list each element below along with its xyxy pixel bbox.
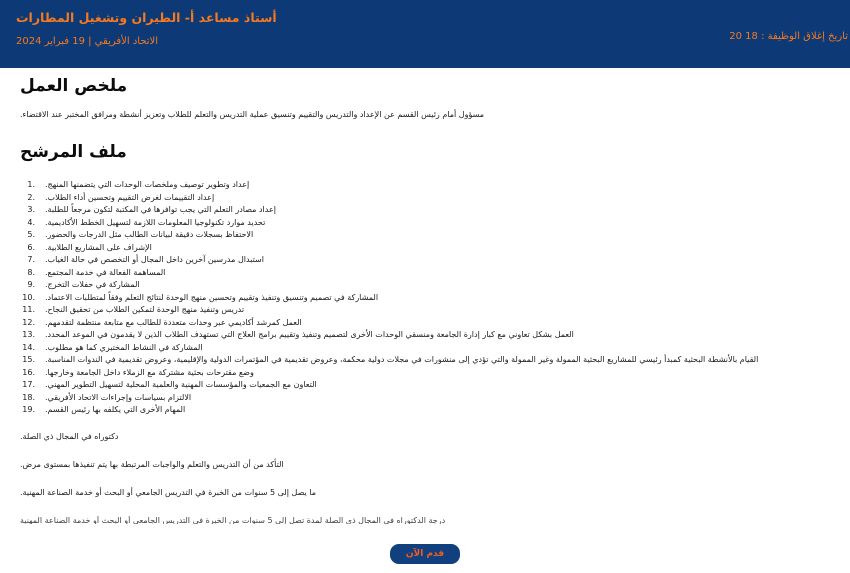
duty-text: المشاركة في حفلات التخرج.: [45, 280, 140, 289]
duty-number: 5.: [27, 230, 35, 239]
duty-text: إعداد التقييمات لغرض التقييم وتحسين أداء الطلاب.: [45, 192, 215, 202]
job-summary-heading: ملخص العمل: [20, 76, 128, 96]
duty-item: [20, 318, 830, 331]
qualification-text: التأكد من أن التدريس والتعلم والواجبات المرتبطة بها يتم تنفيذها بمستوى مرض.: [20, 459, 284, 469]
qualification-text: دكتوراه في المجال ذي الصلة.: [20, 431, 119, 441]
qualifications-list: [20, 432, 830, 524]
duty-text: استبدال مدرسين آخرين داخل المجال أو التخصص في حالة الغياب.: [45, 255, 264, 264]
duty-item: [20, 343, 830, 356]
duty-number: 17.: [22, 380, 35, 389]
closing-date: تاريخ إغلاق الوظيفة : 18 20: [729, 31, 848, 42]
page-header: [0, 0, 850, 68]
duty-item: [20, 255, 830, 268]
job-summary-text: مسؤول أمام رئيس القسم عن الإعداد والتدريس والتقييم وتنسيق عملية التدريس والتعلم للطلاب وتعزيز أنشطة ومرافق المختبر عند الاقتضاء.: [20, 110, 485, 119]
duty-number: 4.: [27, 217, 35, 227]
duty-item: [20, 380, 830, 393]
duty-item: [20, 293, 830, 306]
duty-item: [20, 393, 830, 406]
duty-number: 2.: [27, 192, 35, 202]
duty-item: [20, 180, 830, 193]
duty-item: [20, 218, 830, 231]
duty-number: 13.: [22, 330, 35, 339]
duty-number: 19.: [22, 405, 35, 414]
duty-number: 16.: [22, 367, 35, 377]
duty-item: [20, 243, 830, 256]
duty-text: تحديد موارد تكنولوجيا المعلومات اللازمة لتسهيل الخطط الأكاديمية.: [45, 217, 266, 227]
duty-number: 10.: [22, 292, 35, 302]
candidate-profile-heading: ملف المرشح: [20, 142, 127, 162]
duty-text: إعداد وتطوير توصيف وملخصات الوحدات التي يتضمنها المنهج.: [45, 180, 250, 189]
job-title: أستاذ مساعد أ- الطيران وتشغيل المطارات: [16, 10, 277, 25]
duty-text: المهام الأخرى التي يكلفه بها رئيس القسم.: [45, 405, 186, 414]
duty-item: [20, 405, 830, 418]
duty-text: المساهمة الفعالة في خدمة المجتمع.: [45, 267, 166, 277]
duty-number: 11.: [22, 305, 35, 314]
duty-number: 6.: [27, 242, 35, 252]
duty-text: وضع مقترحات بحثية مشتركة مع الزملاء داخل الجامعة وخارجها.: [45, 367, 254, 377]
duty-text: التعاون مع الجمعيات والمؤسسات المهنية والعلمية المحلية لتسهيل التطوير المهني.: [45, 380, 317, 389]
job-description-body: [0, 68, 850, 564]
duty-text: تدريس وتنفيذ منهج الوحدة لتمكين الطلاب من تحقيق النجاح.: [45, 305, 245, 314]
duty-number: 1.: [27, 180, 35, 189]
qualification-text: ما يصل إلى 5 سنوات من الخبرة في التدريس الجامعي أو البحث أو خدمة الصناعة المهنية.: [20, 487, 316, 497]
duty-text: العمل كمرشد أكاديمي عبر وحدات متعددة للطالب مع متابعة منتظمة لتقدمهم.: [45, 317, 302, 327]
duty-number: 18.: [22, 392, 35, 402]
duty-item: [20, 355, 830, 368]
duty-text: الإشراف على المشاريع الطلابية.: [45, 242, 152, 252]
duty-text: العمل بشكل تعاوني مع كبار إدارة الجامعة ومنسقي الوحدات الأخرى لتصميم وتنفيذ وتقييم برامج العلاج التي تستهدف الطلاب الذين لا يقدمون في الموعد المحدد.: [45, 330, 574, 339]
duty-number: 12.: [22, 317, 35, 327]
duty-item: [20, 330, 830, 343]
duty-number: 3.: [27, 205, 35, 214]
duty-item: [20, 280, 830, 293]
duty-item: [20, 193, 830, 206]
duty-text: المشاركة في تصميم وتنسيق وتنفيذ وتقييم وتحسين منهج الوحدة لنتائج التعلم وفقاً لمتطلبات الاعتماد.: [45, 292, 379, 302]
duty-item: [20, 205, 830, 218]
duty-item: [20, 305, 830, 318]
duty-item: [20, 230, 830, 243]
duty-number: 9.: [27, 280, 35, 289]
duty-number: 7.: [27, 255, 35, 264]
duty-text: إعداد مصادر التعلم التي يجب توافرها في المكتبة لتكون مرجعاً للطلبة.: [45, 205, 276, 214]
duties-list: [20, 180, 830, 418]
duty-text: القيام بالأنشطة البحثية كمبدأ رئيسي للمشاريع البحثية الممولة وغير الممولة والتي تؤدي إلى منشورات في مجلات دولية محكمة، وعروض تقديمية في المؤتمرات الدولية والإقليمية، وعروض تقديمية في الندوات المناسبة.: [45, 355, 759, 364]
apply-button[interactable]: قدم الآن: [390, 544, 460, 564]
duty-number: 14.: [22, 342, 35, 352]
duty-item: [20, 368, 830, 381]
duty-item: [20, 268, 830, 281]
duty-number: 15.: [22, 355, 35, 364]
duty-text: الالتزام بسياسات وإجراءات الاتحاد الأفريقي.: [45, 392, 192, 402]
duty-text: الاحتفاظ بسجلات دقيقة لبيانات الطالب مثل الدرجات والحضور.: [45, 230, 254, 239]
duty-text: المشاركة في النشاط المختبري كما هو مطلوب.: [45, 342, 203, 352]
duty-number: 8.: [27, 267, 35, 277]
qualification-text: درجة الدكتوراه في المجال ذي الصلة لمدة تصل إلى 5 سنوات من الخبرة في التدريس الجامعي أو البحث أو خدمة الصناعة المهنية: [20, 515, 446, 524]
job-org-date: الاتحاد الأفريقي | 19 فبراير 2024: [16, 36, 159, 47]
